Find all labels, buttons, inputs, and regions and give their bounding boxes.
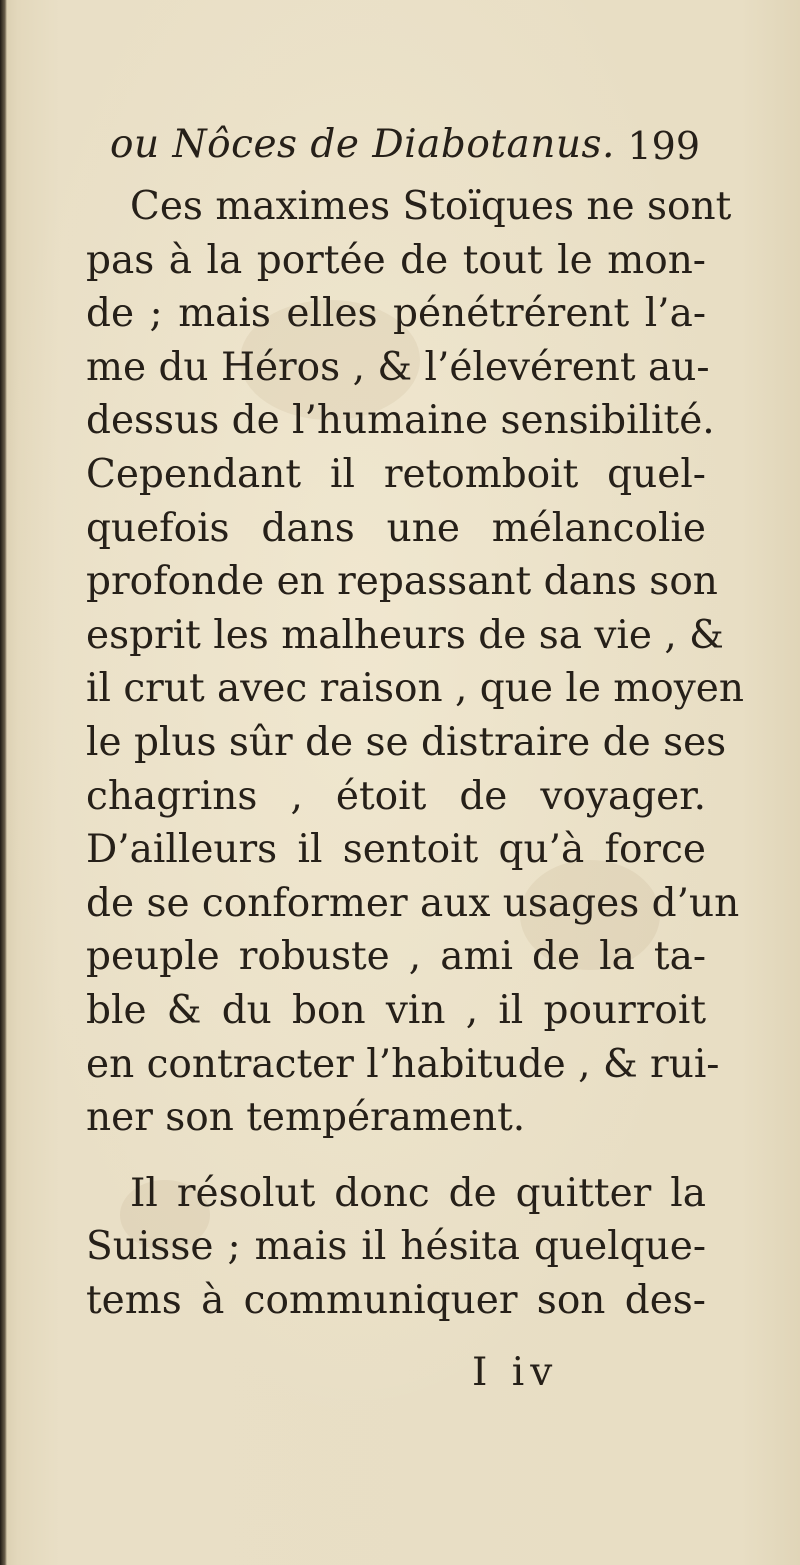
text-line: tems à communiquer son des- <box>86 1277 706 1323</box>
text-line: dessus de l’humaine sensibilité. <box>86 398 715 444</box>
text-line: de se conformer aux usages d’un <box>86 880 740 926</box>
text-line: ner son tempérament. <box>86 1095 526 1141</box>
binding-edge <box>0 0 7 1565</box>
text-line: esprit les malheurs de sa vie , & <box>86 612 724 658</box>
signature-mark: I iv <box>472 1350 559 1395</box>
text-line: me du Héros , & l’élevérent au- <box>86 344 710 390</box>
text-line: Cependant il retomboit quel- <box>86 451 706 497</box>
text-line: profonde en repassant dans son <box>86 559 718 605</box>
text-line: ble & du bon vin , il pourroit <box>86 987 706 1033</box>
text-line: peuple robuste , ami de la ta- <box>86 934 706 980</box>
text-line: Il résolut donc de quitter la <box>130 1170 706 1216</box>
page-number: 199 <box>627 124 700 168</box>
text-line: Ces maximes Stoïques ne sont <box>130 184 732 229</box>
text-line: pas à la portée de tout le mon- <box>86 237 706 283</box>
running-head: ou Nôces de Diabotanus. <box>110 122 615 167</box>
text-line: le plus sûr de se distraire de ses <box>86 719 727 765</box>
page-header <box>110 122 710 182</box>
text-line: en contracter l’habitude , & rui- <box>86 1041 720 1087</box>
text-line: de ; mais elles pénétrérent l’a- <box>86 291 706 337</box>
text-line: D’ailleurs il sentoit qu’à force <box>86 827 706 873</box>
text-line: Suisse ; mais il hésita quelque- <box>86 1224 706 1270</box>
text-line: il crut avec raison , que le moyen <box>86 666 744 712</box>
text-line: quefois dans une mélancolie <box>86 505 706 551</box>
paragraph-break <box>86 1145 706 1167</box>
body-text <box>86 180 744 1327</box>
text-line: chagrins , étoit de voyager. <box>86 773 706 819</box>
